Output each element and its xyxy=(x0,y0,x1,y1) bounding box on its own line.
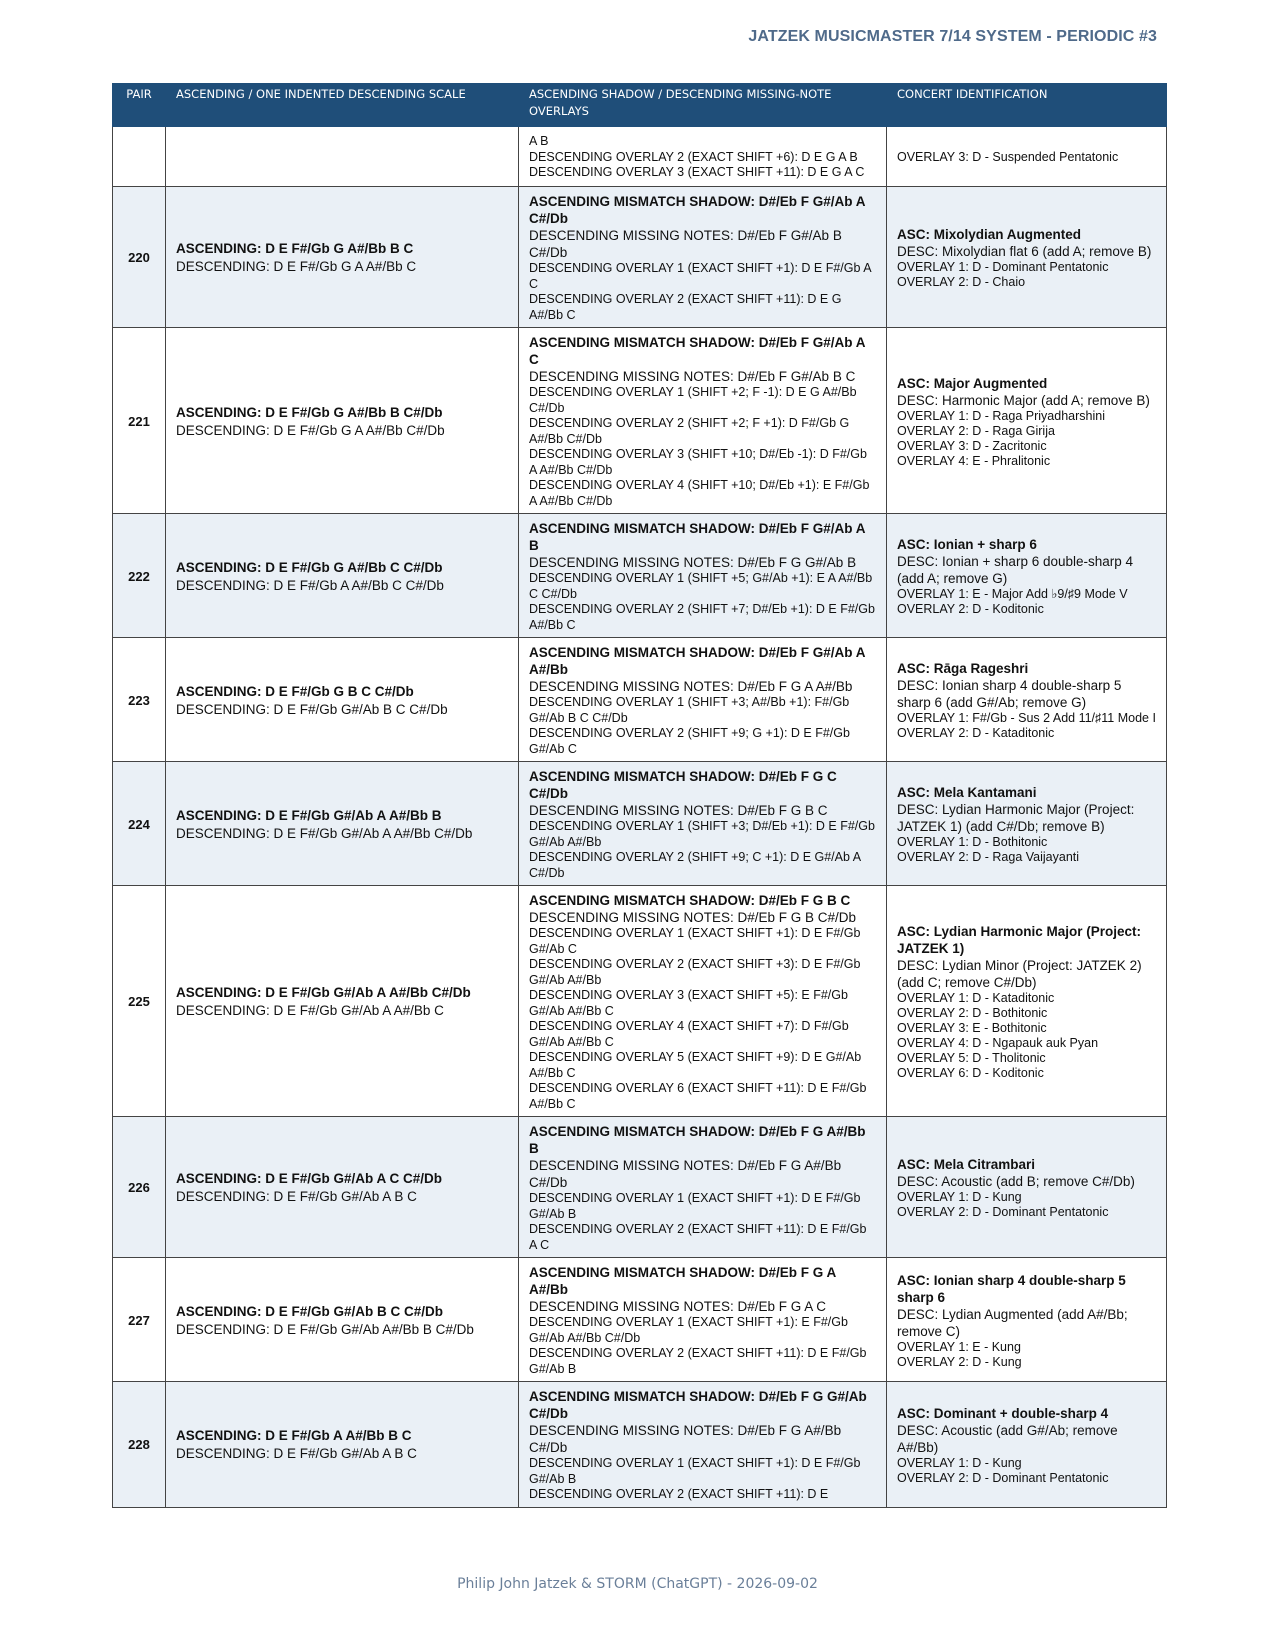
descending-overlay: DESCENDING OVERLAY 1 (SHIFT +5; G#/Ab +1): E A A#/Bb C C#/Db xyxy=(529,571,873,601)
descending-overlay: DESCENDING OVERLAY 3 (SHIFT +10; D#/Eb -1): D F#/Gb A A#/Bb C#/Db xyxy=(529,447,867,477)
concert-overlay: OVERLAY 3: E - Bothitonic xyxy=(897,1021,1047,1035)
concert-overlay: OVERLAY 1: D - Kung xyxy=(897,1190,1022,1204)
scale-cell xyxy=(166,328,519,514)
pair-cell: 222 xyxy=(113,514,166,638)
table-row xyxy=(113,1258,1167,1382)
concert-descending: DESC: Ionian sharp 4 double-sharp 5 sharp 6 (add G#/Ab; remove G) xyxy=(897,678,1122,710)
table-row xyxy=(113,762,1167,886)
descending-overlay: DESCENDING OVERLAY 2 (EXACT SHIFT +11): D E xyxy=(529,1487,829,1501)
scale-cell xyxy=(166,187,519,328)
descending-scale: DESCENDING: D E F#/Gb A A#/Bb C C#/Db xyxy=(176,577,444,593)
concert-overlay: OVERLAY 3: D - Zacritonic xyxy=(897,438,1047,453)
concert-overlay: OVERLAY 2: D - Dominant Pentatonic xyxy=(897,1205,1109,1219)
missing-notes: DESCENDING MISSING NOTES: D#/Eb F G B C#/Db xyxy=(529,910,857,925)
concert-descending: DESC: Acoustic (add B; remove C#/Db) xyxy=(897,1174,1135,1189)
concert-overlay: OVERLAY 2: D - Koditonic xyxy=(897,602,1044,616)
mismatch-shadow: ASCENDING MISMATCH SHADOW: D#/Eb F G B C xyxy=(529,893,851,908)
concert-cell xyxy=(887,762,1167,886)
descending-scale: DESCENDING: D E F#/Gb G#/Ab A B C xyxy=(176,1189,417,1204)
page-title: JATZEK MUSICMASTER 7/14 SYSTEM - PERIODIC #3 xyxy=(748,28,1157,45)
concert-ascending: ASC: Mixolydian Augmented xyxy=(897,227,1082,242)
column-header-concert: CONCERT IDENTIFICATION xyxy=(887,84,1167,127)
column-header-shadow: ASCENDING SHADOW / DESCENDING MISSING-NOTE OVERLAYS xyxy=(519,84,887,127)
concert-overlay: OVERLAY 1: D - Kung xyxy=(897,1455,1022,1470)
concert-overlay: OVERLAY 1: D - Dominant Pentatonic xyxy=(897,260,1109,274)
concert-overlay: OVERLAY 2: D - Dominant Pentatonic xyxy=(897,1470,1109,1485)
column-header-scale: ASCENDING / ONE INDENTED DESCENDING SCALE xyxy=(166,84,519,127)
shadow-cell xyxy=(519,514,887,638)
concert-overlay: OVERLAY 6: D - Koditonic xyxy=(897,1066,1044,1080)
scale-cell xyxy=(166,127,519,187)
descending-scale: DESCENDING: D E F#/Gb G#/Ab B C C#/Db xyxy=(176,701,448,717)
descending-overlay: DESCENDING OVERLAY 1 (EXACT SHIFT +1): D E F#/Gb A C xyxy=(529,261,871,291)
ascending-scale: ASCENDING: D E F#/Gb G#/Ab A A#/Bb B xyxy=(176,807,442,823)
concert-descending: DESC: Mixolydian flat 6 (add A; remove B) xyxy=(897,244,1152,259)
concert-ascending: ASC: Rāga Rageshri xyxy=(897,661,1029,676)
mismatch-shadow: ASCENDING MISMATCH SHADOW: D#/Eb F G#/Ab A A#/Bb xyxy=(529,645,866,677)
concert-cell xyxy=(887,1117,1167,1258)
scale-cell xyxy=(166,514,519,638)
ascending-scale: ASCENDING: D E F#/Gb A A#/Bb B C xyxy=(176,1428,412,1444)
shadow-cell xyxy=(519,328,887,514)
pair-cell: 221 xyxy=(113,328,166,514)
concert-descending: DESC: Lydian Minor (Project: JATZEK 2) (add C; remove C#/Db) xyxy=(897,958,1142,990)
concert-descending: DESC: Acoustic (add G#/Ab; remove A#/Bb) xyxy=(897,1422,1118,1455)
concert-overlay: OVERLAY 2: D - Chaio xyxy=(897,275,1026,289)
concert-overlay: OVERLAY 1: E - Major Add ♭9/♯9 Mode V xyxy=(897,587,1128,601)
mismatch-shadow: ASCENDING MISMATCH SHADOW: D#/Eb F G A#/Bb B xyxy=(529,1124,866,1156)
shadow-cell xyxy=(519,127,887,187)
pair-cell: 224 xyxy=(113,762,166,886)
concert-overlay: OVERLAY 1: D - Bothitonic xyxy=(897,835,1048,849)
concert-descending: DESC: Harmonic Major (add A; remove B) xyxy=(897,392,1150,408)
concert-ascending: ASC: Lydian Harmonic Major (Project: JATZEK 1) xyxy=(897,924,1142,956)
concert-overlay: OVERLAY 5: D - Tholitonic xyxy=(897,1051,1046,1065)
concert-overlay: OVERLAY 4: E - Phralitonic xyxy=(897,453,1051,468)
shadow-cell xyxy=(519,1117,887,1258)
descending-scale: DESCENDING: D E F#/Gb G#/Ab A#/Bb B C#/Db xyxy=(176,1321,474,1337)
missing-notes: DESCENDING MISSING NOTES: D#/Eb F G A#/Bb C#/Db xyxy=(529,1423,842,1455)
descending-overlay: DESCENDING OVERLAY 5 (EXACT SHIFT +9): D E G#/Ab A#/Bb C xyxy=(529,1050,862,1080)
table-row xyxy=(113,886,1167,1117)
ascending-scale: ASCENDING: D E F#/Gb G A#/Bb C C#/Db xyxy=(176,559,443,575)
pair-cell: 227 xyxy=(113,1258,166,1382)
concert-ascending: ASC: Mela Kantamani xyxy=(897,785,1037,800)
descending-overlay: DESCENDING OVERLAY 4 (EXACT SHIFT +7): D F#/Gb G#/Ab A#/Bb C xyxy=(529,1019,849,1049)
page-footer: Philip John Jatzek & STORM (ChatGPT) - 2026-09-02 xyxy=(457,1576,818,1592)
ascending-scale: ASCENDING: D E F#/Gb G A#/Bb B C#/Db xyxy=(176,404,443,420)
pair-cell: 225 xyxy=(113,886,166,1117)
mismatch-shadow: ASCENDING MISMATCH SHADOW: D#/Eb F G A A#/Bb xyxy=(529,1265,836,1297)
descending-overlay: DESCENDING OVERLAY 3 (EXACT SHIFT +11): D E G A C xyxy=(529,165,865,180)
descending-overlay: DESCENDING OVERLAY 1 (EXACT SHIFT +1): D E F#/Gb G#/Ab B xyxy=(529,1191,861,1221)
table-row xyxy=(113,638,1167,762)
concert-overlay: OVERLAY 3: D - Suspended Pentatonic xyxy=(897,150,1119,164)
concert-ascending: ASC: Major Augmented xyxy=(897,375,1048,391)
concert-overlay: OVERLAY 1: E - Kung xyxy=(897,1339,1021,1354)
descending-overlay: DESCENDING OVERLAY 2 (SHIFT +2; F +1): D F#/Gb G A#/Bb C#/Db xyxy=(529,416,850,446)
table-row xyxy=(113,187,1167,328)
pair-cell xyxy=(113,127,166,187)
mismatch-shadow: ASCENDING MISMATCH SHADOW: D#/Eb F G G#/Ab C#/Db xyxy=(529,1389,867,1421)
table-body xyxy=(113,127,1167,1508)
table-row xyxy=(113,1117,1167,1258)
descending-overlay: DESCENDING OVERLAY 2 (EXACT SHIFT +11): D E G A#/Bb C xyxy=(529,292,842,322)
shadow-cell xyxy=(519,187,887,328)
descending-overlay: A B xyxy=(529,134,549,149)
table-row xyxy=(113,1382,1167,1508)
missing-notes: DESCENDING MISSING NOTES: D#/Eb F G A A#/Bb xyxy=(529,679,853,694)
descending-overlay: DESCENDING OVERLAY 2 (EXACT SHIFT +3): D E F#/Gb G#/Ab A#/Bb xyxy=(529,957,861,987)
missing-notes: DESCENDING MISSING NOTES: D#/Eb F G A C xyxy=(529,1299,827,1314)
concert-descending: DESC: Lydian Augmented (add A#/Bb; remove C) xyxy=(897,1306,1128,1339)
table-row xyxy=(113,328,1167,514)
ascending-scale: ASCENDING: D E F#/Gb G#/Ab B C C#/Db xyxy=(176,1303,444,1319)
descending-overlay: DESCENDING OVERLAY 1 (EXACT SHIFT +1): D E F#/Gb G#/Ab C xyxy=(529,926,861,956)
descending-scale: DESCENDING: D E F#/Gb G A A#/Bb C xyxy=(176,259,417,274)
concert-cell xyxy=(887,1258,1167,1382)
concert-overlay: OVERLAY 1: D - Raga Priyadharshini xyxy=(897,408,1105,423)
ascending-scale: ASCENDING: D E F#/Gb G B C C#/Db xyxy=(176,683,414,699)
scale-cell xyxy=(166,638,519,762)
concert-cell xyxy=(887,328,1167,514)
shadow-cell xyxy=(519,638,887,762)
concert-overlay: OVERLAY 2: D - Bothitonic xyxy=(897,1006,1048,1020)
scale-cell xyxy=(166,1258,519,1382)
descending-overlay: DESCENDING OVERLAY 2 (EXACT SHIFT +6): D E G A B xyxy=(529,149,858,164)
concert-ascending: ASC: Dominant + double-sharp 4 xyxy=(897,1405,1109,1421)
descending-scale: DESCENDING: D E F#/Gb G A A#/Bb C#/Db xyxy=(176,422,445,438)
concert-overlay: OVERLAY 2: D - Raga Girija xyxy=(897,423,1055,438)
mismatch-shadow: ASCENDING MISMATCH SHADOW: D#/Eb F G#/Ab A C#/Db xyxy=(529,194,866,226)
ascending-scale: ASCENDING: D E F#/Gb G#/Ab A C C#/Db xyxy=(176,1171,443,1186)
descending-scale: DESCENDING: D E F#/Gb G#/Ab A A#/Bb C xyxy=(176,1003,444,1018)
concert-descending: DESC: Ionian + sharp 6 double-sharp 4 (add A; remove G) xyxy=(897,554,1134,586)
descending-overlay: DESCENDING OVERLAY 2 (EXACT SHIFT +11): D E F#/Gb A C xyxy=(529,1222,867,1252)
mismatch-shadow: ASCENDING MISMATCH SHADOW: D#/Eb F G#/Ab A C xyxy=(529,335,866,367)
ascending-scale: ASCENDING: D E F#/Gb G#/Ab A A#/Bb C#/Db xyxy=(176,985,471,1000)
descending-overlay: DESCENDING OVERLAY 1 (SHIFT +2; F -1): D E G A#/Bb C#/Db xyxy=(529,385,857,415)
scale-cell xyxy=(166,1117,519,1258)
missing-notes: DESCENDING MISSING NOTES: D#/Eb F G B C xyxy=(529,803,828,818)
descending-scale: DESCENDING: D E F#/Gb G#/Ab A A#/Bb C#/Db xyxy=(176,825,473,841)
table-row xyxy=(113,127,1167,187)
concert-descending: DESC: Lydian Harmonic Major (Project: JATZEK 1) (add C#/Db; remove B) xyxy=(897,802,1135,834)
table-row xyxy=(113,514,1167,638)
pair-cell: 228 xyxy=(113,1382,166,1508)
missing-notes: DESCENDING MISSING NOTES: D#/Eb F G A#/Bb C#/Db xyxy=(529,1158,842,1190)
concert-overlay: OVERLAY 2: D - Raga Vaijayanti xyxy=(897,850,1080,864)
descending-overlay: DESCENDING OVERLAY 1 (SHIFT +3; D#/Eb +1): D E F#/Gb G#/Ab A#/Bb xyxy=(529,819,875,849)
pair-cell: 223 xyxy=(113,638,166,762)
concert-cell xyxy=(887,514,1167,638)
concert-overlay: OVERLAY 2: D - Kung xyxy=(897,1354,1022,1369)
concert-overlay: OVERLAY 2: D - Kataditonic xyxy=(897,726,1055,740)
descending-overlay: DESCENDING OVERLAY 1 (EXACT SHIFT +1): D E F#/Gb G#/Ab B xyxy=(529,1456,861,1486)
shadow-cell xyxy=(519,1258,887,1382)
scale-table xyxy=(112,83,1167,1508)
descending-scale: DESCENDING: D E F#/Gb G#/Ab A B C xyxy=(176,1446,417,1462)
concert-cell xyxy=(887,638,1167,762)
concert-cell xyxy=(887,187,1167,328)
column-header-pair: PAIR xyxy=(113,84,166,127)
concert-ascending: ASC: Mela Citrambari xyxy=(897,1157,1036,1172)
shadow-cell xyxy=(519,886,887,1117)
descending-overlay: DESCENDING OVERLAY 3 (EXACT SHIFT +5): E F#/Gb G#/Ab A#/Bb C xyxy=(529,988,848,1018)
concert-cell xyxy=(887,1382,1167,1508)
descending-overlay: DESCENDING OVERLAY 1 (SHIFT +3; A#/Bb +1): F#/Gb G#/Ab B C C#/Db xyxy=(529,695,850,725)
mismatch-shadow: ASCENDING MISMATCH SHADOW: D#/Eb F G#/Ab A B xyxy=(529,521,866,553)
mismatch-shadow: ASCENDING MISMATCH SHADOW: D#/Eb F G C C#/Db xyxy=(529,769,837,801)
table-header-row xyxy=(113,84,1167,127)
descending-overlay: DESCENDING OVERLAY 4 (SHIFT +10; D#/Eb +1): E F#/Gb A A#/Bb C#/Db xyxy=(529,478,870,508)
concert-cell xyxy=(887,127,1167,187)
pair-cell: 226 xyxy=(113,1117,166,1258)
scale-cell xyxy=(166,886,519,1117)
scale-cell xyxy=(166,1382,519,1508)
descending-overlay: DESCENDING OVERLAY 2 (SHIFT +9; C +1): D E G#/Ab A C#/Db xyxy=(529,850,861,880)
concert-overlay: OVERLAY 4: D - Ngapauk auk Pyan xyxy=(897,1036,1099,1050)
missing-notes: DESCENDING MISSING NOTES: D#/Eb F G G#/Ab B xyxy=(529,555,857,570)
shadow-cell xyxy=(519,762,887,886)
pair-cell: 220 xyxy=(113,187,166,328)
concert-ascending: ASC: Ionian + sharp 6 xyxy=(897,537,1037,552)
concert-cell xyxy=(887,886,1167,1117)
concert-overlay: OVERLAY 1: F#/Gb - Sus 2 Add 11/♯11 Mode I xyxy=(897,711,1156,725)
descending-overlay: DESCENDING OVERLAY 2 (SHIFT +7; D#/Eb +1): D E F#/Gb A#/Bb C xyxy=(529,602,875,632)
descending-overlay: DESCENDING OVERLAY 6 (EXACT SHIFT +11): D E F#/Gb A#/Bb C xyxy=(529,1081,867,1111)
missing-notes: DESCENDING MISSING NOTES: D#/Eb F G#/Ab B C#/Db xyxy=(529,228,842,260)
descending-overlay: DESCENDING OVERLAY 2 (SHIFT +9; G +1): D E F#/Gb G#/Ab C xyxy=(529,726,850,756)
scale-cell xyxy=(166,762,519,886)
descending-overlay: DESCENDING OVERLAY 2 (EXACT SHIFT +11): D E F#/Gb G#/Ab B xyxy=(529,1346,867,1376)
ascending-scale: ASCENDING: D E F#/Gb G A#/Bb B C xyxy=(176,241,414,256)
descending-overlay: DESCENDING OVERLAY 1 (EXACT SHIFT +1): E F#/Gb G#/Ab A#/Bb C#/Db xyxy=(529,1315,848,1345)
shadow-cell xyxy=(519,1382,887,1508)
concert-overlay: OVERLAY 1: D - Kataditonic xyxy=(897,991,1055,1005)
missing-notes: DESCENDING MISSING NOTES: D#/Eb F G#/Ab B C xyxy=(529,369,856,384)
concert-ascending: ASC: Ionian sharp 4 double-sharp 5 sharp 6 xyxy=(897,1272,1126,1305)
